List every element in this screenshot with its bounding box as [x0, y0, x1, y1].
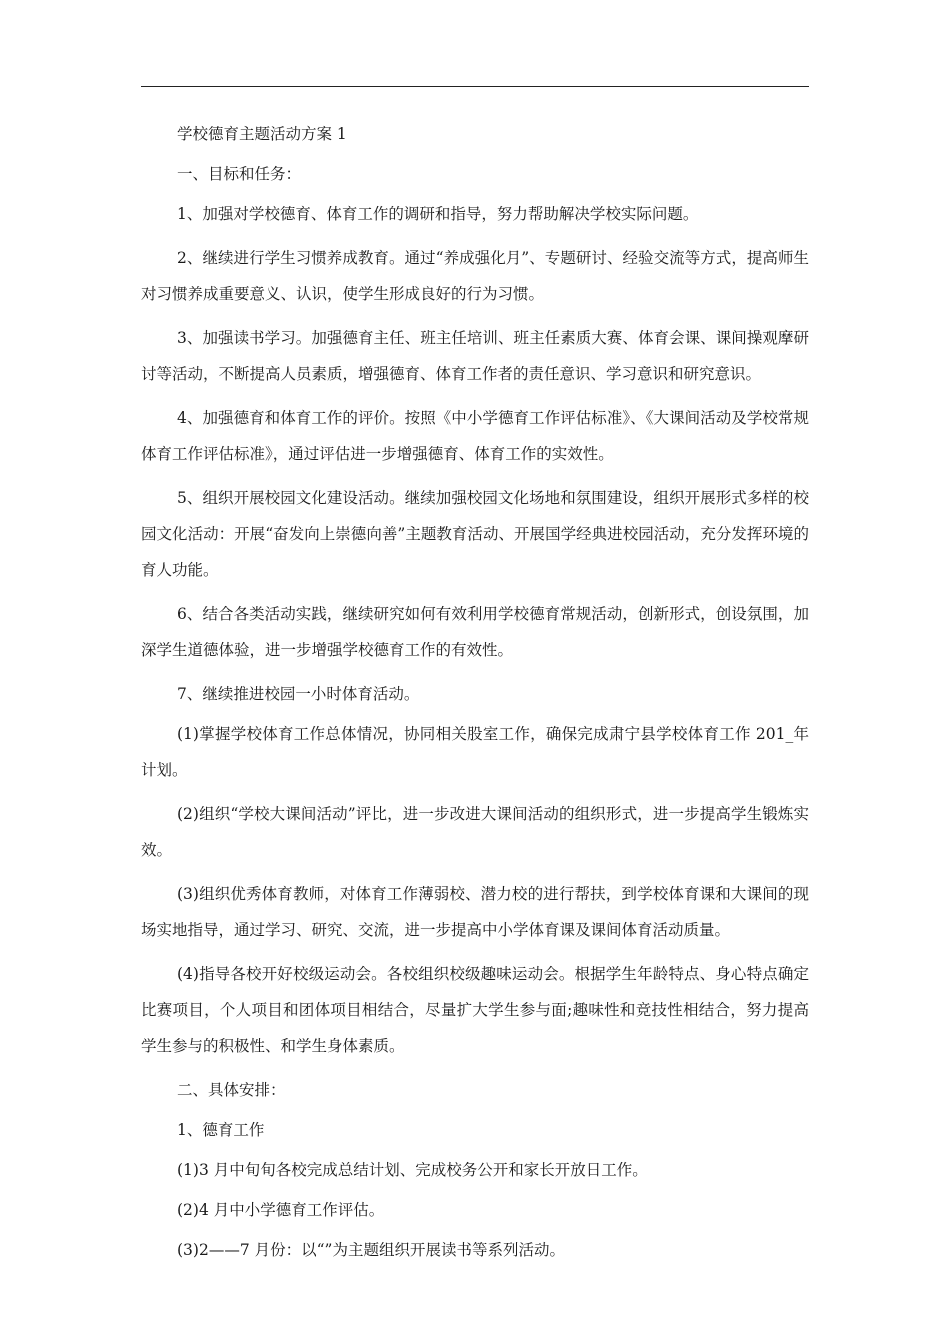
section-heading-arrangement: 二、具体安排： — [177, 1081, 286, 1099]
schedule-item-1: (1)3 月中旬旬各校完成总结计划、完成校务公开和家长开放日工作。 — [177, 1161, 648, 1179]
document-title: 学校德育主题活动方案 1 — [177, 125, 347, 143]
paragraph-item-7: 7、继续推进校园一小时体育活动。 — [177, 685, 420, 703]
schedule-item-2: (2)4 月中小学德育工作评估。 — [177, 1201, 385, 1219]
paragraph-item-4: 4、加强德育和体育工作的评价。按照《中小学德育工作评估标准》、《大课间活动及学校常规体育工作评估标准》，通过评估进一步增强德育、体育工作的实效性。 — [141, 409, 809, 463]
paragraph-subitem-3: (3)组织优秀体育教师，对体育工作薄弱校、潜力校的进行帮扶，到学校体育课和大课间的现场实地指导，通过学习、研究、交流，进一步提高中小学体育课及课间体育活动质量。 — [141, 885, 809, 939]
schedule-item-3: (3)2——7 月份：以“”为主题组织开展读书等系列活动。 — [177, 1241, 565, 1259]
paragraph-subitem-4: (4)指导各校开好校级运动会。各校组织校级趣味运动会。根据学生年龄特点、身心特点确定比赛项目，个人项目和团体项目相结合，尽量扩大学生参与面;趣味性和竞技性相结合，努力提高学生参与的积极性、和学生身体素质。 — [141, 965, 809, 1055]
paragraph-item-3: 3、加强读书学习。加强德育主任、班主任培训、班主任素质大赛、体育会课、课间操观摩研讨等活动，不断提高人员素质，增强德育、体育工作者的责任意识、学习意识和研究意识。 — [141, 329, 809, 383]
paragraph-item-5: 5、组织开展校园文化建设活动。继续加强校园文化场地和氛围建设，组织开展形式多样的校园文化活动：开展“奋发向上崇德向善”主题教育活动、开展国学经典进校园活动，充分发挥环境的育人功能。 — [141, 489, 809, 579]
paragraph-subitem-1: (1)掌握学校体育工作总体情况，协同相关股室工作，确保完成肃宁县学校体育工作 201_年计划。 — [141, 725, 809, 779]
header-rule — [141, 86, 809, 87]
paragraph-item-1: 1、加强对学校德育、体育工作的调研和指导，努力帮助解决学校实际问题。 — [177, 205, 699, 223]
paragraph-item-6: 6、结合各类活动实践，继续研究如何有效利用学校德育常规活动，创新形式，创设氛围，加深学生道德体验，进一步增强学校德育工作的有效性。 — [141, 605, 809, 659]
paragraph-subitem-2: (2)组织“学校大课间活动”评比，进一步改进大课间活动的组织形式，进一步提高学生锻炼实效。 — [141, 805, 809, 859]
document-body — [141, 116, 809, 1272]
paragraph-item-2: 2、继续进行学生习惯养成教育。通过“养成强化月”、专题研讨、经验交流等方式，提高师生对习惯养成重要意义、认识，使学生形成良好的行为习惯。 — [141, 249, 809, 303]
subsection-heading-moral: 1、德育工作 — [177, 1121, 265, 1139]
section-heading-goals: 一、目标和任务： — [177, 165, 302, 183]
